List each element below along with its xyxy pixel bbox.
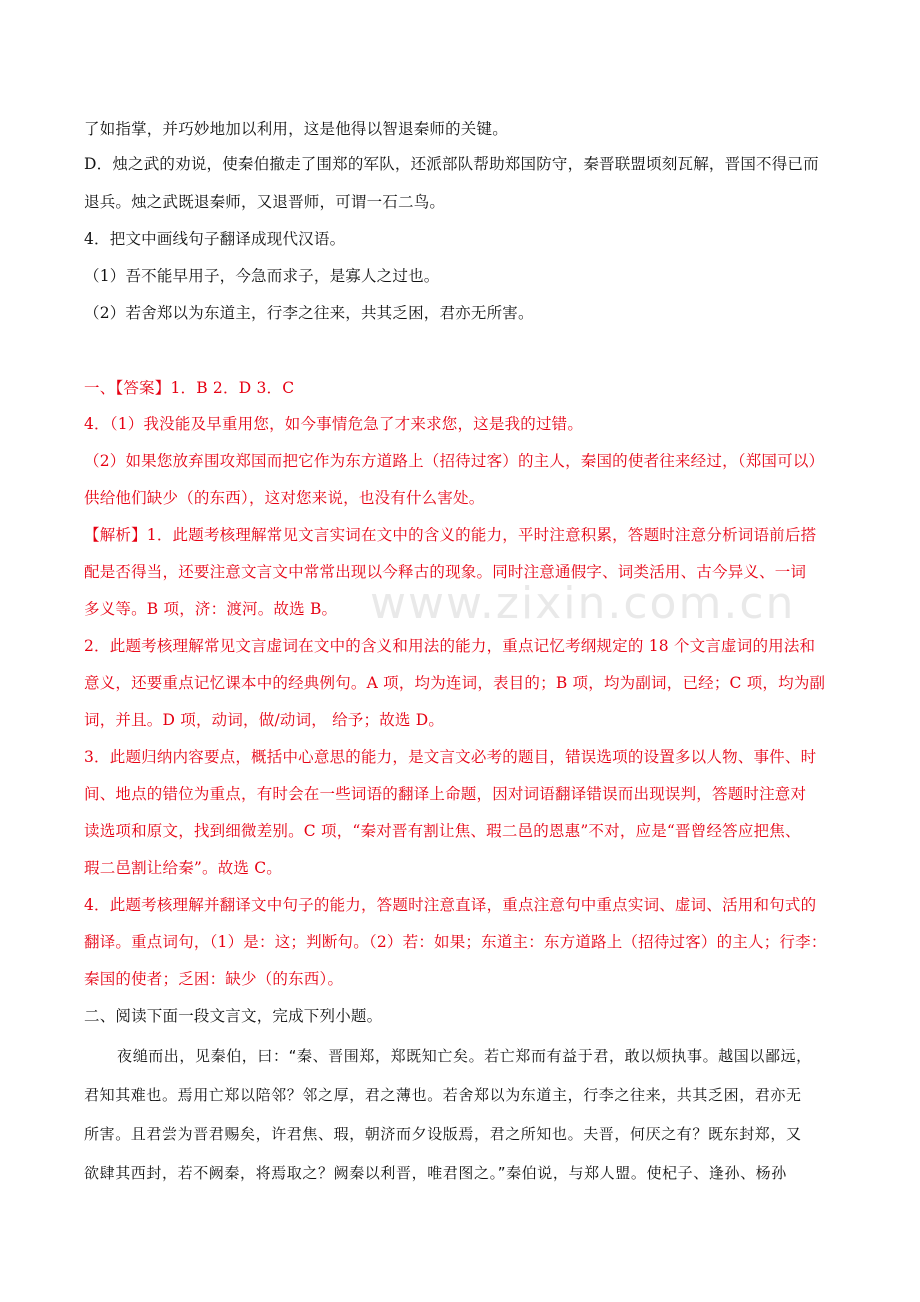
classical-text-line: 欲肆其西封，若不阙秦，将焉取之？阙秦以利晋，唯君图之。”秦伯说，与郑人盟。使杞子、逢孙、杨孙 <box>84 1164 787 1182</box>
answer-heading: 一、【答案】1．B 2．D 3．C <box>84 379 295 397</box>
option-d-line: D．烛之武的劝说，使秦伯撤走了围郑的军队，还派部队帮助郑国防守，秦晋联盟顷刻瓦解，晋国不得已而 <box>84 155 819 173</box>
analysis-2: 2．此题考核理解常见文言虚词在文中的含义和用法的能力，重点记忆考纲规定的 18 个文言虚词的用法和 <box>84 637 816 655</box>
analysis-3: 3．此题归纳内容要点，概括中心意思的能力，是文言文必考的题目，错误选项的设置多以人物、事件、时 <box>84 748 817 766</box>
watermark: www.zixin.com.cn <box>370 578 796 629</box>
section-two-heading: 二、阅读下面一段文言文，完成下列小题。 <box>84 1007 383 1025</box>
analysis-3-cont: 间、地点的错位为重点，有时会在一些词语的翻译上命题，因对词语翻译错误而出现误判，答题时注意对 <box>84 785 807 803</box>
answer-4-2: （2）如果您放弃围攻郑国而把它作为东方道路上（招待过客）的主人，秦国的使者往来经过，（郑国可以） <box>84 452 825 470</box>
classical-text-line: 君知其难也。焉用亡郑以陪邻？邻之厚，君之薄也。若舍郑以为东道主，行李之往来，共其乏困，君亦无 <box>84 1086 802 1104</box>
sentence-1: （1）吾不能早用子，今急而求子，是寡人之过也。 <box>84 267 440 285</box>
text-line: 退兵。烛之武既退秦师，又退晋师，可谓一石二鸟。 <box>84 193 446 211</box>
analysis-1-cont: 多义等。B 项，济：渡河。故选 B。 <box>84 600 338 618</box>
analysis-1: 【解析】1．此题考核理解常见文言实词在文中的含义的能力，平时注意积累，答题时注意分析词语前后搭 <box>84 526 817 544</box>
classical-text-line: 夜缒而出，见秦伯，曰：“秦、晋围郑，郑既知亡矣。若亡郑而有益于君，敢以烦执事。越国以鄙远， <box>117 1047 812 1065</box>
question-4: 4．把文中画线句子翻译成现代汉语。 <box>84 230 346 248</box>
analysis-2-cont: 词，并且。D 项，动词，做/动词， 给予；故选 D。 <box>84 711 445 729</box>
answer-4-1: 4．（1）我没能及早重用您，如今事情危急了才来求您，这是我的过错。 <box>84 415 584 433</box>
analysis-3-cont: 瑕二邑割让给秦”。故选 C。 <box>84 859 283 877</box>
sentence-2: （2）若舍郑以为东道主，行李之往来，共其乏困，君亦无所害。 <box>84 304 534 322</box>
analysis-3-cont: 读选项和原文，找到细微差别。C 项，“秦对晋有割让焦、瑕二邑的恩惠”不对，应是“晋曾经答应把焦、 <box>84 822 801 840</box>
classical-text-line: 所害。且君尝为晋君赐矣，许君焦、瑕，朝济而夕设版焉，君之所知也。夫晋，何厌之有？既东封郑，又 <box>84 1125 802 1143</box>
analysis-1-cont: 配是否得当，还要注意文言文中常常出现以今释古的现象。同时注意通假字、词类活用、古今异义、一词 <box>84 563 807 581</box>
analysis-4-cont: 秦国的使者；乏困：缺少（的东西）。 <box>84 970 344 988</box>
analysis-4-cont: 翻译。重点词句，（1）是：这；判断句。（2）若：如果；东道主：东方道路上（招待过客）的主人；行李： <box>84 933 827 951</box>
analysis-2-cont: 意义，还要重点记忆课本中的经典例句。A 项，均为连词，表目的；B 项，均为副词，已经；C 项，均为副 <box>84 674 826 692</box>
analysis-4: 4．此题考核理解并翻译文中句子的能力，答题时注意直译，重点注意句中重点实词、虚词、活用和句式的 <box>84 896 817 914</box>
text-line: 了如指掌，并巧妙地加以利用，这是他得以智退秦师的关键。 <box>84 120 508 138</box>
answer-4-2-cont: 供给他们缺少（的东西），这对您来说，也没有什么害处。 <box>84 489 485 507</box>
